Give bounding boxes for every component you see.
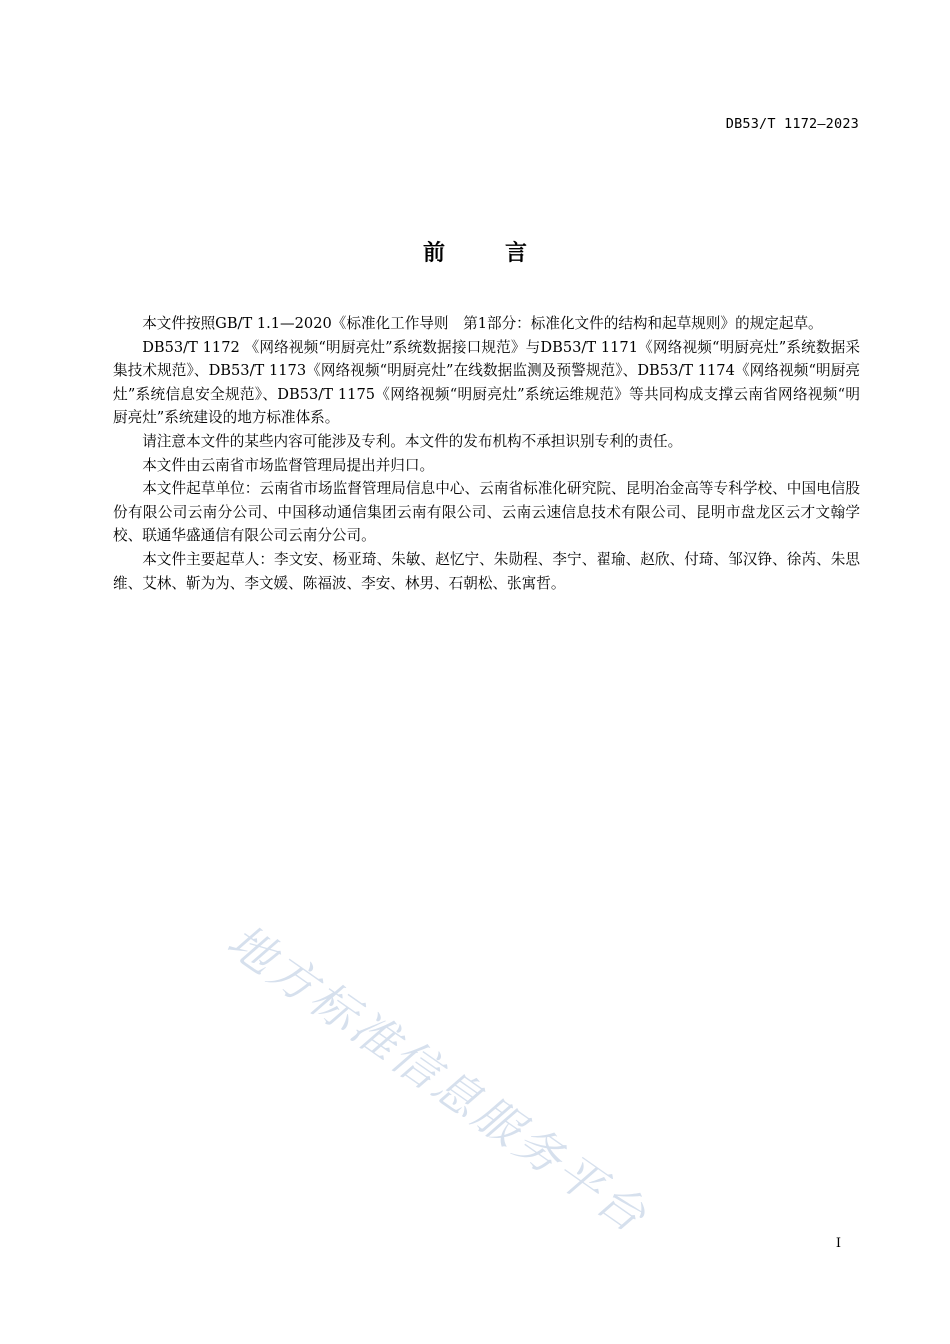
paragraph-drafting-units: 本文件起草单位：云南省市场监督管理局信息中心、云南省标准化研究院、昆明冶金高等专科学校、中国电信股份有限公司云南分公司、中国移动通信集团云南有限公司、云南云速信息技术有限公司、昆明市盘龙区云才文翰学校、联通华盛通信有限公司云南分公司。 — [113, 480, 860, 545]
paragraph-proposer: 本文件由云南省市场监督管理局提出并归口。 — [142, 456, 435, 474]
page-number: I — [835, 1236, 841, 1251]
title-text: 前言 — [422, 241, 587, 266]
watermark: 地方标准信息服务平台 — [217, 913, 659, 1245]
document-code: DB53/T 1172—2023 — [725, 116, 859, 132]
paragraph-patent-notice: 请注意本文件的某些内容可能涉及专利。本文件的发布机构不承担识别专利的责任。 — [142, 432, 683, 450]
paragraph-drafters: 本文件主要起草人：李文安、杨亚琦、朱敏、赵忆宁、朱勋程、李宁、翟瑜、赵欣、付琦、邹汉铮、徐芮、朱思维、艾林、靳为为、李文媛、陈福波、李安、林男、石朝松、张寓哲。 — [113, 550, 860, 592]
paragraph-drafting-rules: 本文件按照GB/T 1.1—2020《标准化工作导则 第1部分：标准化文件的结构和起草规则》的规定起草。 — [142, 315, 823, 332]
preface-body — [113, 312, 860, 595]
page-title — [0, 236, 950, 267]
paragraph-standard-system: DB53/T 1172 《网络视频“明厨亮灶”系统数据接口规范》与DB53/T 1171《网络视频“明厨亮灶”系统数据采集技术规范》、DB53/T 1173《网络视频“明厨亮灶”在线数据监测及预警规范》、DB53/T 1174《网络视频“明厨亮灶”系统信息安全规范》、DB53/T 1175《网络视频“明厨亮灶”系统运维规范》等共同构成支撑云南省网络视频“明厨亮灶”系统建设的地方标准体系。 — [113, 338, 860, 427]
